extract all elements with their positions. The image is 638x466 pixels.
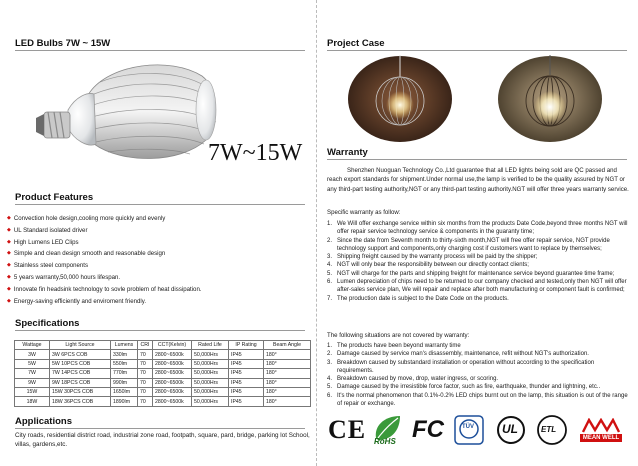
list-item: 1. We Will offer exchange service within six months from the products Date Code,beyond three months NGT will offer repair service technology service & components in the guaranty time; xyxy=(327,221,628,236)
spec-header-cell: Lumens xyxy=(111,341,138,350)
rohs-logo: RoHS xyxy=(370,414,404,446)
spec-cell: 70 xyxy=(138,387,153,396)
spec-table xyxy=(14,340,311,407)
spec-cell: 180° xyxy=(264,397,311,406)
list-item: 2. Since the date from Seventh month to thirty-sixth month,NGT will free offer repair service, NGT provide technology support and components,only charging cost if customers want to replace by themselves; xyxy=(327,237,610,252)
spec-cell: 7W 14PCS COB xyxy=(50,369,111,378)
spec-header-cell: CCT(Kelvin) xyxy=(153,341,192,350)
feature-item: ◆ Convection hole design,cooling more quickly and evenly xyxy=(7,213,307,225)
watt-range-label: 7W~15W xyxy=(208,140,303,166)
apps-text: City roads, residential district road, industrial zone road, footpath, square, pard, bridge, parking lot School, villas, gardens,etc. xyxy=(15,432,310,448)
feature-item: ◆ 5 years warranty,50,000 hours lifespan. xyxy=(7,272,307,284)
spec-cell: 2800~6500k xyxy=(153,350,192,359)
spec-cell: 70 xyxy=(138,378,153,387)
spec-cell: 15W xyxy=(15,387,50,396)
list-item: 7. The production date is subject to the Date Code on the products. xyxy=(327,295,509,302)
spec-cell: 180° xyxy=(264,350,311,359)
spec-cell: IP45 xyxy=(229,397,264,406)
spec-cell: 3W 6PCS COB xyxy=(50,350,111,359)
list-item: 3. Breakdown caused by substandard installation or operation without according to the specification requirements. xyxy=(327,359,595,374)
project-photo-1 xyxy=(347,55,453,143)
project-case-title: Project Case xyxy=(327,38,385,49)
specific-warranty-list xyxy=(327,220,632,303)
spec-cell: 180° xyxy=(264,369,311,378)
ul-logo: UL xyxy=(494,414,528,446)
spec-cell: 990lm xyxy=(111,378,138,387)
spec-cell: 50,000Hrs xyxy=(192,378,229,387)
list-item: 5. NGT will charge for the parts and shipping freight for maintenance service beyond guarantee time frame; xyxy=(327,270,615,277)
spec-cell: 15W 30PCS COB xyxy=(50,387,111,396)
feature-item: ◆ Innovate fin headsink technology to sovle problem of heat dissipation. xyxy=(7,284,307,296)
spec-rule xyxy=(15,330,305,331)
spec-cell: 50,000Hrs xyxy=(192,350,229,359)
spec-cell: 330lm xyxy=(111,350,138,359)
not-covered-list xyxy=(327,342,632,408)
specific-title: Specific warranty as follow: xyxy=(327,209,401,216)
spec-cell: 5W xyxy=(15,359,50,368)
mw-mark-icon xyxy=(581,418,621,434)
spec-cell: IP45 xyxy=(229,378,264,387)
features-rule xyxy=(15,204,305,205)
not-covered-title: The following situations are not covered by warranty: xyxy=(327,332,470,339)
feature-item: ◆ Energy-saving efficiently and enviroment friendly. xyxy=(7,296,307,308)
spec-cell: IP45 xyxy=(229,387,264,396)
spec-cell: 5W 10PCS COB xyxy=(50,359,111,368)
spec-cell: 2800~6500k xyxy=(153,397,192,406)
list-item: 4. NGT will only bear the responsibility between our directly contact clients; xyxy=(327,262,529,269)
feature-item: ◆ High Lumens LED Clips xyxy=(7,237,307,249)
spec-cell: 50,000Hrs xyxy=(192,369,229,378)
spec-cell: 70 xyxy=(138,369,153,378)
features-list xyxy=(7,213,307,307)
list-item: 6. Lumen depreciation of chips need to be returned to our company checked and tested,only then NGT will offer after-sales service plan, We will repair and replace after both manufacturing or component fault is confirmed; xyxy=(327,279,627,294)
product-title: LED Bulbs 7W ~ 15W xyxy=(15,38,111,49)
spec-cell: 1890lm xyxy=(111,397,138,406)
left-column xyxy=(0,0,316,466)
spec-cell: 18W 36PCS COB xyxy=(50,397,111,406)
spec-cell: 2800~6500k xyxy=(153,369,192,378)
feature-item: ◆ Simple and clean design smooth and reasonable design xyxy=(7,248,307,260)
list-item: 2. Damage caused by service man's disassembly, maintenance, refit without NGT's authorization. xyxy=(327,351,589,358)
spec-row xyxy=(15,387,311,396)
spec-cell: 180° xyxy=(264,387,311,396)
apps-title: Applications xyxy=(15,416,73,427)
spec-cell: 70 xyxy=(138,350,153,359)
spec-cell: 3W xyxy=(15,350,50,359)
ce-logo: CE xyxy=(327,415,367,444)
spec-header-cell: IP Rating xyxy=(229,341,264,350)
title-rule xyxy=(15,50,305,51)
etl-logo: ETL xyxy=(534,414,570,446)
list-item: 1. The products have been beyond warranty time xyxy=(327,343,461,349)
spec-cell: 9W xyxy=(15,378,50,387)
warranty-intro: Shenzhen Nuoguan Technology Co.,Ltd guarantee that all LED lights being sold are QC passed and reach export standards for shipment.Under normal use,the lamp is verified to be the quality assured by NGT or any third-part testing authority,NGT or any third-part testing authority.NGT will offer three years warranty service. xyxy=(327,167,629,193)
spec-row xyxy=(15,378,311,387)
spec-cell: 2800~6500k xyxy=(153,359,192,368)
tuv-badge-icon xyxy=(454,415,484,445)
spec-cell: 9W 18PCS COB xyxy=(50,378,111,387)
spec-header-cell: Rated Life xyxy=(192,341,229,350)
spec-cell: 50,000Hrs xyxy=(192,397,229,406)
project-rule xyxy=(327,50,627,51)
spec-header-cell: Light Source xyxy=(50,341,111,350)
spec-row xyxy=(15,350,311,359)
spec-header-row xyxy=(15,341,311,350)
spec-header-cell: Wattage xyxy=(15,341,50,350)
list-item: 4. Breakdown caused by move, drop, water ingress, or scoring. xyxy=(327,376,499,383)
apps-rule xyxy=(15,428,305,429)
list-item: 6. It's the normal phenomenon that 0.1%-0.2% LED chips burnt out on the lamp, this situation is out of the range of repair or exchange. xyxy=(327,392,628,408)
spec-cell: 770lm xyxy=(111,369,138,378)
spec-row xyxy=(15,369,311,378)
spec-cell: 7W xyxy=(15,369,50,378)
spec-cell: IP45 xyxy=(229,359,264,368)
fc-logo: FC xyxy=(412,416,444,443)
features-title: Product Features xyxy=(15,192,94,203)
project-photo-2 xyxy=(497,55,603,143)
list-item: 3. Shipping freight caused by the warranty process will be paid by the shipper; xyxy=(327,254,538,261)
spec-row xyxy=(15,397,311,406)
warranty-title: Warranty xyxy=(327,147,368,158)
spec-cell: 550lm xyxy=(111,359,138,368)
spec-cell: 180° xyxy=(264,359,311,368)
feature-item: ◆ UL Standard isolated driver xyxy=(7,225,307,237)
list-item: 5. Damage caused by the irresistible force factor, such as fire, earthquake, thunder and lightning, etc.. xyxy=(327,384,601,391)
column-divider xyxy=(316,0,317,466)
spec-cell: 2800~6500k xyxy=(153,378,192,387)
warranty-rule xyxy=(327,159,627,160)
mean-well-logo: MEAN WELL xyxy=(576,414,626,446)
spec-header-cell: Beam Angle xyxy=(264,341,311,350)
spec-cell: IP45 xyxy=(229,369,264,378)
spec-cell: 2800~6500k xyxy=(153,387,192,396)
spec-cell: 50,000Hrs xyxy=(192,387,229,396)
tuv-logo: TÜV xyxy=(452,414,486,446)
spec-cell: 180° xyxy=(264,378,311,387)
spec-cell: IP45 xyxy=(229,350,264,359)
feature-item: ◆ Stainless steel components xyxy=(7,260,307,272)
led-bulb-image xyxy=(30,52,220,182)
spec-cell: 70 xyxy=(138,359,153,368)
spec-cell: 70 xyxy=(138,397,153,406)
spec-cell: 50,000Hrs xyxy=(192,359,229,368)
spec-cell: 18W xyxy=(15,397,50,406)
spec-title: Specifications xyxy=(15,318,80,329)
spec-row xyxy=(15,359,311,368)
spec-header-cell: CRI xyxy=(138,341,153,350)
spec-cell: 1650lm xyxy=(111,387,138,396)
